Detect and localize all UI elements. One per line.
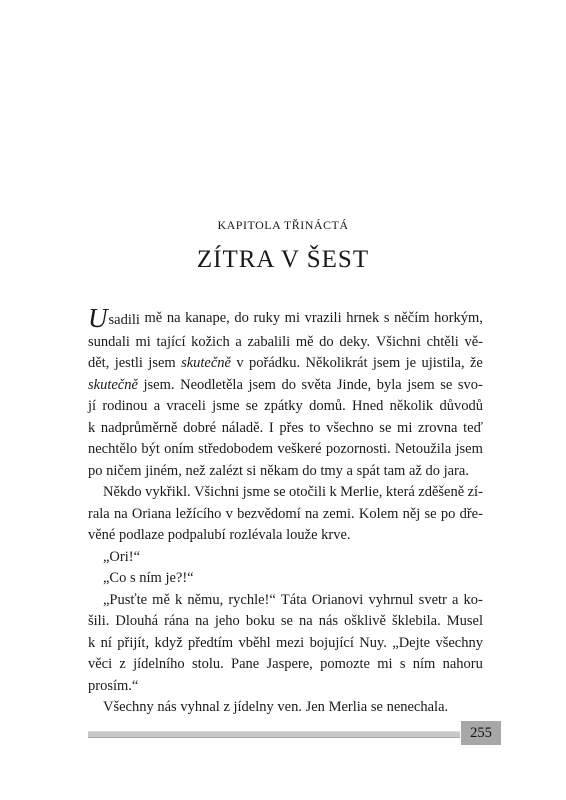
drop-cap: U xyxy=(88,303,108,333)
text-line: po ničem jiném, než zalézt si někam do tmy a spát tam až do jara. xyxy=(88,462,469,479)
text-line: Někdo vykřikl. Všichni jsme se otočili k Merlie, která zděšeně zí- xyxy=(103,484,483,500)
text-line: věné podlaze podpalubí rozlévala louže krve. xyxy=(88,527,351,543)
text-line: „Pusťte mě k němu, rychle!“ Táta Orianovi vyhrnul svetr a ko- xyxy=(103,591,483,608)
text-line: dět, jestli jsem skutečně v pořádku. Několikrát jsem je ujistila, že xyxy=(88,355,483,371)
text-line: „Ori!“ xyxy=(103,548,141,565)
text-line: Všechny nás vyhnal z jídelny ven. Jen Merlia se nenechala. xyxy=(103,699,449,715)
paragraph xyxy=(88,547,483,569)
page-number: 255 xyxy=(461,721,501,745)
text-line: věci z jídelního stolu. Pane Jaspere, pomozte mi s ním nahoru xyxy=(88,656,483,672)
paragraph xyxy=(88,590,483,698)
paragraph xyxy=(88,482,483,547)
body-text xyxy=(88,303,483,719)
text-line: k ní přijít, když předtím vběhl mezi bojující Nuy. „Dejte všechny xyxy=(88,634,483,651)
text-line: Usadili mě na kanape, do ruky mi vrazili hrnek s něčím horkým, xyxy=(88,303,483,333)
text-line: jí rodinou a vraceli jsme se zpátky domů. Hned několik důvodů xyxy=(88,398,483,414)
text-line: rala na Oriana ležícího v bezvědomí na zemi. Kolem něj se po dře- xyxy=(88,505,483,522)
paragraph xyxy=(88,303,483,482)
text-line: šili. Dlouhá rána na jeho boku se na nás ošklivě šklebila. Musel xyxy=(88,613,483,629)
text-line: sundali mi tající kožich a zabalili mě do deky. Všichni chtěli vě- xyxy=(88,333,483,350)
text-line: skutečně jsem. Neodletěla jsem do světa Jinde, byla jsem se svo- xyxy=(88,376,483,393)
chapter-title: ZÍTRA V ŠEST xyxy=(196,246,370,273)
text-line: k nadprůměrně dobré náladě. I přes to všechno se mi zrovna teď xyxy=(88,419,483,436)
text-line: nechtělo být oním středobodem veškeré pozornosti. Netoužila jsem xyxy=(88,441,483,457)
text-line: prosím.“ xyxy=(88,677,139,694)
footer-rule xyxy=(88,731,460,738)
text-line: „Co s ním je?!“ xyxy=(103,570,194,586)
paragraph xyxy=(88,568,483,590)
chapter-label: KAPITOLA TŘINÁCTÁ xyxy=(217,218,349,232)
paragraph xyxy=(88,697,483,719)
